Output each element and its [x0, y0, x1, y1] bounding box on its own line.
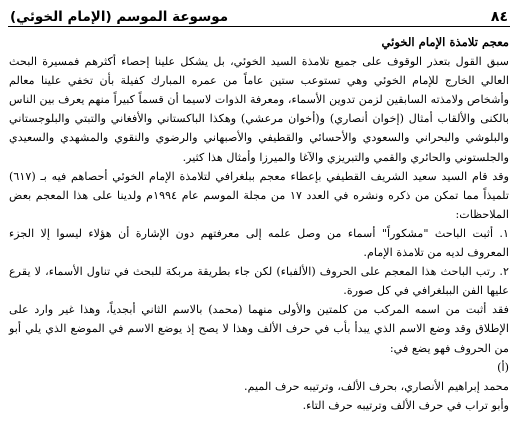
running-title: موسوعة الموسم (الإمام الخوئي): [10, 9, 229, 25]
section-heading: معجم تلامذة الإمام الخوئي: [381, 35, 509, 49]
page-header: [8, 3, 510, 27]
note-2: ٢. رتب الباحث هذا المعجم على الحروف (الألفباء) لكن جاء بطريقة مربكة للبحث في تناول الأسماء، لا يقرع عليها الفن الببلغرافي في كل صورة.: [9, 265, 509, 298]
page-number: ٨٤: [490, 9, 508, 25]
example-line-1: محمد إبراهيم الأنصاري، بحرف الألف، وترتيبه حرف الميم.: [244, 379, 509, 393]
note-1: ١. أثبت الباحث "مشكوراً" أسماء من وصل علمه إلى معرفتهم دون الإشارة أن هؤلاء ليسوا إلا الجزء المعروف لديه من تلامذة الإمام.: [9, 226, 509, 260]
paragraph-students-intro: سبق القول بتعذر الوقوف على جميع تلامذة السيد الخوئي، بل يشكل علينا إحصاء أكثرهم فمسيرة البحث العالي الخارج للإمام الخوئي وهي تستوعب ستين عاماً من عمره المبارك كفيلة بأن تخفي علينا معالم وأشخاص ولامذته السابقين لزمن تدوين الأسماء، ومعرفة الذوات لاسيما أن قسماً كبيراً منهم يعرف بين الناس بالكنى والألقاب أمثال (إخوان أنصاري) و(أخوان مرعشي) وهكذا الباكستاني والأفغاني والتبتي والبلوجستاني والبلوشي والبحراني والسعودي والأحسائي والقطيفي والأصبهاني والرضوي والنقوي والمشهدي والسعيدي والجلستوني والحائري والقمي والتبريزي والآغا والميرزا وأمثال هذا كثير.: [9, 55, 509, 164]
paragraph-naming-issue: فقد أثبت من اسمه المركب من كلمتين والأولى منهما (محمد) بالاسم الثاني أبجدياً، وهذا غير وارد على الإطلاق وقد وضع الاسم الذي يبدأ بأب في حرف الألف وهذا لا يصح إذ يوضع الاسم في الموضع الذي يلي أبو من الحروف فهو يضع في:: [9, 303, 509, 355]
page-body: [8, 33, 510, 415]
letter-marker: (أ): [497, 360, 509, 374]
example-line-2: وأبو تراب في حرف الألف وترتيبه حرف التاء.: [302, 398, 509, 412]
paragraph-qatifi-dictionary: وقد قام السيد سعيد الشريف القطيفي بإعطاء معجم ببلغرافي لتلامذة الإمام الخوئي أحصاهم فيه بـ (٦١٧) تلميذاً مما تمكن من ذكره ونشره في العدد ١٧ من مجلة الموسم عام ١٩٩٤م ولدينا على هذا المعجم بعض الملاحظات:: [9, 169, 510, 221]
